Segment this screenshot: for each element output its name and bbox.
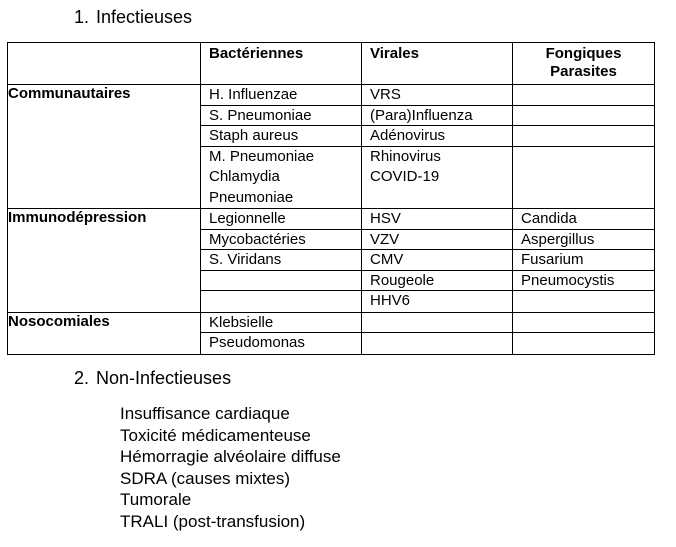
empty-line [513, 106, 654, 127]
cell-bacteriennes [201, 209, 362, 313]
row-communautaires [8, 85, 655, 209]
list-item: H. Influenzae [201, 85, 361, 106]
causes-table [7, 42, 655, 355]
cell-bacteriennes [201, 85, 362, 209]
section-2-number: 2. [74, 368, 90, 388]
list-item: (Para)Influenza [362, 106, 512, 127]
cell-fongiques [513, 312, 655, 354]
cell-virales [362, 209, 513, 313]
list-item: S. Viridans [201, 250, 361, 271]
list-item: Chlamydia [209, 168, 280, 185]
list-item: Pseudomonas [209, 334, 305, 351]
list-item: Toxicité médicamenteuse [120, 425, 311, 445]
list-item: Rougeole [362, 271, 512, 292]
empty-line [201, 271, 361, 292]
list-item: M. Pneumoniae [209, 147, 315, 165]
row-immunodepression [8, 209, 655, 313]
cell-virales [362, 312, 513, 354]
list-item: Staph aureus [201, 126, 361, 147]
list-item: Aspergillus [513, 230, 654, 251]
list-item: COVID-19 [370, 168, 440, 185]
list-item: Fusarium [513, 250, 654, 271]
cell-fongiques [513, 85, 655, 209]
empty-line [513, 333, 654, 354]
empty-line [201, 291, 361, 312]
list-item: Adénovirus [362, 126, 512, 147]
list-item: Hémorragie alvéolaire diffuse [120, 447, 341, 466]
list-item: Rhinovirus [370, 147, 441, 165]
section-1-heading [74, 7, 192, 28]
empty-line [513, 291, 654, 312]
row-label: Immunodépression [8, 209, 201, 313]
list-item: Legionnelle [201, 209, 361, 230]
list-item: VRS [362, 85, 512, 106]
list-item: Pneumoniae [209, 188, 294, 206]
header-bacteriennes: Bactériennes [201, 43, 362, 85]
list-item: Pneumocystis [513, 271, 654, 292]
cell-fongiques [513, 209, 655, 313]
empty-line [513, 85, 654, 106]
list-item: S. Pneumoniae [201, 106, 361, 127]
list-item: TRALI (post-transfusion) [120, 511, 306, 531]
list-item: Candida [513, 209, 654, 230]
empty-line [513, 167, 654, 188]
section-2-title: Non-Infectieuses [96, 368, 232, 388]
empty-line [513, 147, 654, 168]
cell-bacteriennes [201, 312, 362, 354]
row-nosocomiales [8, 312, 655, 354]
empty-line [362, 188, 512, 209]
list-item: VZV [362, 230, 512, 251]
list-item: Insuffisance cardiaque [120, 404, 290, 423]
empty-line [362, 333, 512, 354]
cell-virales [362, 85, 513, 209]
empty-line [513, 188, 654, 209]
empty-line [362, 313, 512, 334]
row-label: Communautaires [8, 85, 201, 209]
list-item: HSV [362, 209, 512, 230]
list-item: Tumorale [120, 490, 192, 509]
corner-cell [8, 43, 201, 85]
list-item: SDRA (causes mixtes) [120, 468, 291, 488]
list-item: Mycobactéries [201, 230, 361, 251]
non-infectious-list [120, 403, 341, 532]
header-virales: Virales [362, 43, 513, 85]
header-fongiques: Fongiques Parasites [513, 43, 655, 85]
section-1-number: 1. [74, 7, 90, 27]
section-1-title: Infectieuses [96, 7, 193, 27]
list-item: Klebsielle [201, 313, 361, 334]
empty-line [513, 313, 654, 334]
section-2-heading [74, 368, 231, 389]
header-row [8, 43, 655, 85]
row-label: Nosocomiales [8, 312, 201, 354]
list-item: HHV6 [370, 292, 411, 309]
list-item: CMV [362, 250, 512, 271]
empty-line [513, 126, 654, 147]
